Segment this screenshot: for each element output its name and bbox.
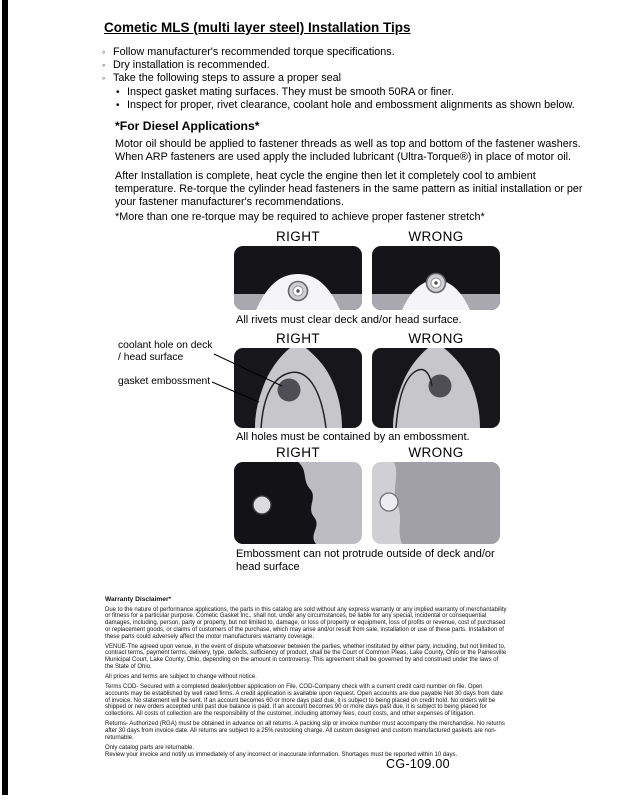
sub-tip-item <box>116 99 575 112</box>
tip-text: Follow manufacturer's recommended torque specifications. <box>113 46 395 58</box>
diesel-heading: *For Diesel Applications* <box>115 119 260 133</box>
warranty-paragraph: Only catalog parts are returnable. <box>105 744 195 751</box>
wrong-label-row1: WRONG <box>408 229 464 244</box>
right-label-row1: RIGHT <box>276 229 320 244</box>
left-binding-bar <box>2 0 8 795</box>
warranty-disclaimer <box>105 597 507 762</box>
embossment-right-image <box>234 348 362 428</box>
page-number: CG-109.00 <box>386 757 450 771</box>
warranty-paragraph: All prices and terms are subject to change without notice. <box>105 674 257 681</box>
warranty-heading: Warranty Disclaimer* <box>105 596 172 603</box>
bullet-icon: • <box>116 86 120 98</box>
caption-holes: All holes must be contained by an embossment. <box>236 431 470 443</box>
open-bullet-icon: ◦ <box>102 73 106 84</box>
protrusion-wrong-image <box>372 462 500 544</box>
tip-item <box>102 72 575 85</box>
protrusion-right-image <box>234 462 362 544</box>
sub-tip-item <box>116 86 575 99</box>
tip-text: Dry installation is recommended. <box>113 59 270 72</box>
rivet-clearance-right-image <box>234 246 362 310</box>
diesel-paragraph-2: After Installation is complete, heat cycle the engine then let it completely cool to ambient temperature. Re-torque the cylinder head fasteners in the same pattern as initial installation or per your fastener manufacturer's recommendations. <box>115 170 583 209</box>
right-label-row2: RIGHT <box>276 331 320 346</box>
retorque-note: *More than one re-torque may be required to achieve proper fastener stretch* <box>115 211 485 223</box>
tip-item <box>102 59 575 72</box>
rivet-clearance-wrong-image <box>372 246 500 310</box>
bullet-icon: • <box>116 99 120 111</box>
diesel-paragraph-1: Motor oil should be applied to fastener threads as well as top and bottom of the fastener washers. When ARP fasteners are used apply the included lubricant (Ultra-Torque®) in place of motor oil. <box>115 138 581 164</box>
warranty-paragraph: Review your invoice and notify us immediately of any incorrect or inaccurate information. Shortages must be reported within 10 days. <box>105 751 458 758</box>
warranty-paragraph: VENUE-The agreed upon venue, in the event of dispute whatsoever between the parties, whether instituted by either party, including, but not limited to, contract terms, payment terms, delivery, type, defects, sufficiency of product, shall be the Court of Common Pleas, Lake County, Ohio or the Painesville Municipal Court, Lake County, Ohio, depending on the amount in controversy. This agreement shall be governed by and construed under the laws of the State of Ohio. <box>105 643 507 670</box>
sub-tip-text: Inspect gasket mating surfaces. They must be smooth 50RA or finer. <box>127 85 454 98</box>
warranty-paragraph: Due to the nature of performance applications, the parts in this catalog are sold without any express warranty or any implied warranty of merchantability or fitness for a particular purpose. Cometic Gasket Inc., shall not, under any circumstances, be liable for any special, incidental or consequential damages, including, person, party or property, but not limited to, damage, or loss of property or equipment, loss of profits or revenue, cost of purchased or replacement goods, or claims of customers of the purchase, which may arise and/or result from sale, installation or use of these parts. Installation of these parts could adversely affect the motor manufacturers warranty coverage. <box>105 606 507 640</box>
right-label-row3: RIGHT <box>276 445 320 460</box>
page-title: Cometic MLS (multi layer steel) Installation Tips <box>104 20 411 35</box>
annotation-coolant-hole: coolant hole on deck / head surface <box>118 340 213 363</box>
annotation-gasket-embossment: gasket embossment <box>118 376 211 387</box>
embossment-wrong-image <box>372 348 500 428</box>
wrong-label-row2: WRONG <box>408 331 464 346</box>
caption-rivets: All rivets must clear deck and/or head surface. <box>236 314 462 326</box>
open-bullet-icon: ◦ <box>102 47 106 57</box>
tips-list <box>102 46 575 112</box>
tip-text: Take the following steps to assure a proper seal <box>113 72 342 85</box>
warranty-paragraph: Terms COD- Secured with a completed dealer/jobber application on File, COD-Company check with a current credit card number on file. Open accounts may be established by well rated firms. A credit application is available upon request. Open accounts are due payable Net 30 days from date of invoice. No statement will be sent. If an account becomes 60 or more days past due, it is subject to being placed on credit hold. No orders will be shipped or new orders accepted until past due balance is paid. If an account becomes 90 or more days past due, it is subject to being placed for collections. All costs of collection are the responsibility of the customer, including attorney fees, court costs, and other expenses of litigation. <box>105 684 503 718</box>
wrong-label-row3: WRONG <box>408 445 464 460</box>
caption-protrusion: Embossment can not protrude outside of deck and/or head surface <box>236 548 495 573</box>
open-bullet-icon: ◦ <box>102 60 106 71</box>
sub-tip-text: Inspect for proper, rivet clearance, coolant hole and embossment alignments as shown below. <box>127 98 575 111</box>
tip-item <box>102 46 575 59</box>
warranty-paragraph: Returns- Authorized (RGA) must be obtained in advance on all returns. A packing slip or invoice number must accompany the merchandise. No returns after 30 days from invoice date. All returns are subject to a 25% restocking charge. All custom designed and custom manufactured gaskets are non-returnable. <box>105 721 505 741</box>
